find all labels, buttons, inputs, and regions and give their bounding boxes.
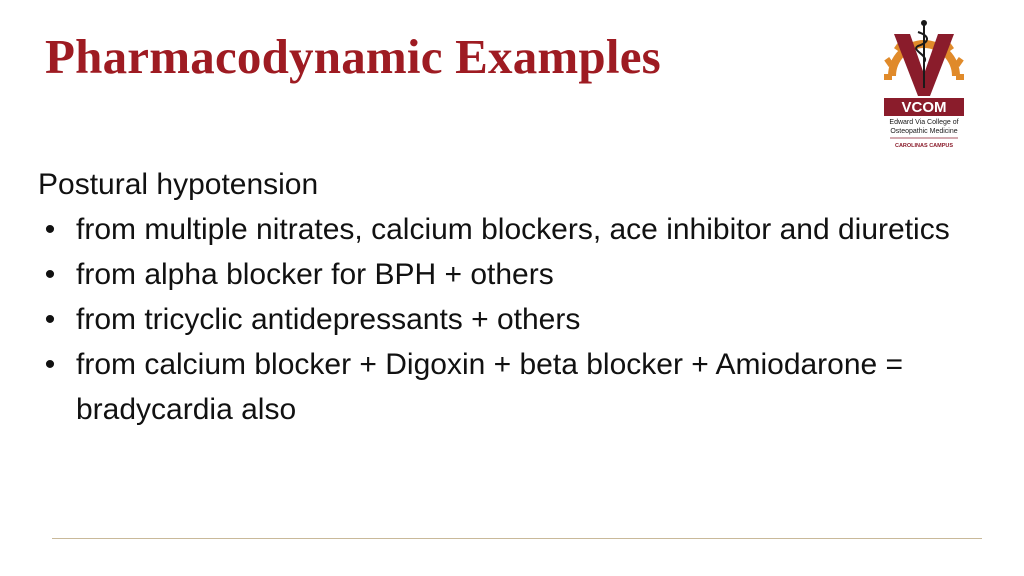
bullet-icon: •: [44, 258, 56, 291]
slide-body: [38, 162, 988, 432]
bullet-icon: •: [44, 213, 56, 246]
bullet-item: [38, 252, 976, 297]
vcom-logo: [876, 18, 972, 154]
logo-line2: Osteopathic Medicine: [890, 128, 958, 135]
bullet-item: [38, 342, 976, 432]
logo-line1: Edward Via College of: [889, 119, 959, 126]
bullet-text: from calcium blocker + Digoxin + beta blocker + Amiodarone = bradycardia also: [76, 348, 904, 426]
slide-title: Pharmacodynamic Examples: [45, 29, 661, 84]
lead-line: Postural hypotension: [38, 168, 319, 201]
bullet-text: from alpha blocker for BPH + others: [76, 258, 554, 291]
bullet-icon: •: [44, 348, 56, 381]
bullet-item: [38, 297, 976, 342]
footer-rule: [52, 538, 982, 539]
bullet-icon: •: [44, 303, 56, 336]
logo-acronym: VCOM: [901, 99, 947, 116]
logo-campus: CAROLINAS CAMPUS: [894, 143, 954, 149]
bullet-item: [38, 207, 976, 252]
bullet-text: from tricyclic antidepressants + others: [76, 303, 581, 336]
bullet-text: from multiple nitrates, calcium blockers, ace inhibitor and diuretics: [76, 213, 950, 246]
bullet-list: [38, 207, 988, 432]
